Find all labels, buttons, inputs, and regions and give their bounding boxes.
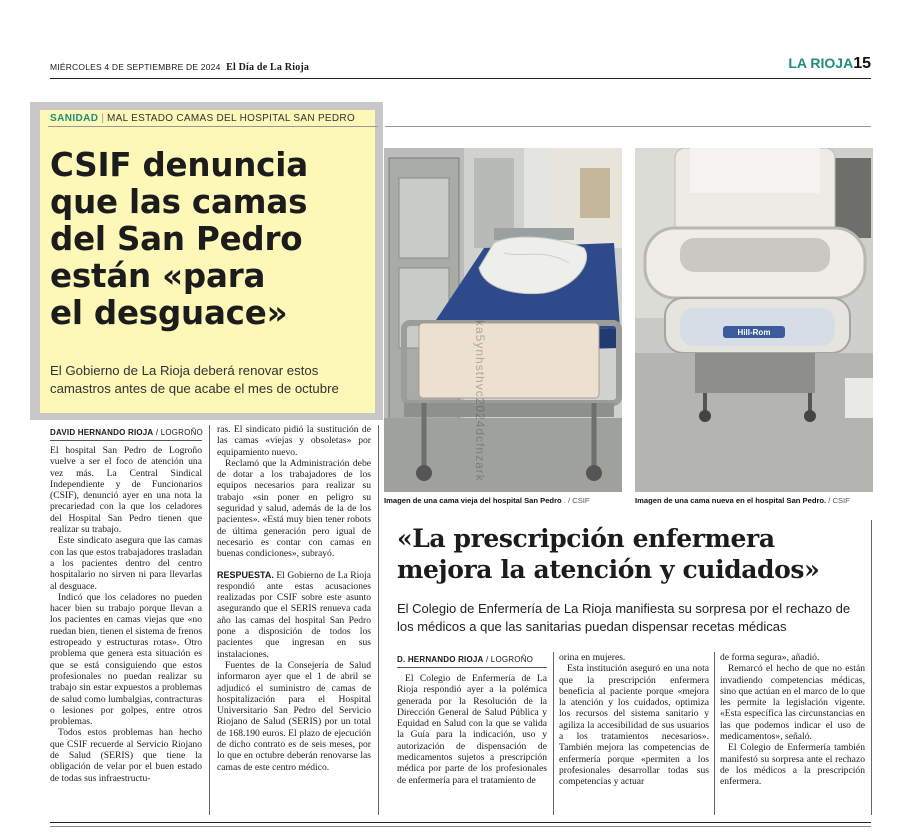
byline-rule [50, 440, 202, 441]
kicker-rule [385, 126, 871, 127]
paragraph: ras. El sindicato pidió la sustitución de las camas «viejas y obsoletas» por equipamiento nuevo. [217, 424, 371, 458]
kicker [50, 113, 355, 124]
paragraph: El hospital San Pedro de Logroño vuelve a ser el foco de atención una vez más. La Central Sindical Independiente y de Funcionarios (CSIF), denunció ayer en una nota la precariedad con la que los celadores del Hospital San Pedro tienen que realizar su trabajo. [50, 445, 202, 536]
byline-author: DAVID HERNANDO RIOJA [50, 428, 154, 437]
kicker-topic: MAL ESTADO CAMAS DEL HOSPITAL SAN PEDRO [106, 113, 356, 124]
second-deck: El Colegio de Enfermería de La Rioja manifiesta su sorpresa por el rechazo de los médicos a que las sanitarias puedan dispensar recetas médicas [397, 601, 851, 634]
headline-line: el desguace» [50, 294, 288, 332]
paragraph: orina en mujeres. [559, 652, 626, 663]
paragraph: Fuentes de la Consejería de Salud informaron ayer que el 1 de abril se adjudicó el suministro de camas de hospitalización para el Hospital Universitario San Pedro del Servicio Riojano de Salud (SERIS) por un total de 168.190 euros. El plazo de ejecución de dicho contrato es de seis meses, por lo que en octubre deberán renovarse las camas de este centro médico. [217, 659, 371, 773]
second-headline: «La prescripción enfermera mejora la atención y cuidados» [397, 524, 820, 584]
date-text: MIÉRCOLES 4 DE SEPTIEMBRE DE 2024 [50, 62, 221, 72]
byline-place: / LOGROÑO [153, 428, 203, 437]
column-rule [553, 652, 554, 815]
main-col-1 [50, 445, 202, 784]
second-col-3 [720, 652, 865, 788]
paragraph: Remarcó el hecho de que no están invadiendo competencias médicas, sino que actúan en el marco de lo que les permite la legislación vigente. «Esta específica las circunstancias en las que podemos indicar el uso de medicamentos», señaló. [720, 663, 865, 743]
page-number: 15 [853, 55, 871, 72]
main-byline [50, 428, 203, 437]
caption-credit: / CSIF [826, 496, 850, 505]
headline-line: CSIF denuncia [50, 146, 308, 184]
paragraph: El Colegio de Enfermería de La Rioja respondió ayer a la polémica generada por la Resolución de la Dirección General de Salud Pública y Equidad en Salud con la que se valida la Guía para la indicación, uso y autorización de dispensación de medicamentos sujetos a prescripción médica por parte de los profesionales de enfermería para el tratamiento de [397, 673, 547, 786]
second-col-1 [397, 673, 547, 786]
byline-author: D. HERNANDO RIOJA [397, 655, 484, 664]
paragraph: Indicó que los celadores no pueden hacer bien su trabajo porque llevan a los pacientes en camas viejas que «no ruedan bien, tienen el sistema de frenos estropeado y estructuras rotas». Otro problema que genera esta situación es que se está consiguiendo que estos profesionales no puedan realizar su trabajo sin estar expuestos a problemas de salud como lumbalgias, contracturas o lesiones por golpes, entre otros problemas. [50, 591, 202, 728]
kicker-underline [48, 126, 378, 127]
photo-old-bed [384, 148, 622, 492]
new-bed-illustration [635, 148, 873, 492]
headline-line: del San Pedro [50, 220, 303, 258]
paragraph: Esta institución aseguró en una nota que la prescripción enfermera beneficia al paciente porque «mejora la atención y los cuidados, optimiza los recursos del sistema sanitario y agiliza la accesibilidad de sus usuarios a los tratamientos necesarios». También mejora las competencias de enfermería porque «permiten a los profesionales desarrollar todas sus competencias y actuar [559, 663, 709, 788]
paper-name: El Día de La Rioja [226, 62, 310, 73]
kicker-section: SANIDAD [50, 113, 99, 124]
caption-old-bed [384, 496, 590, 505]
paragraph: Reclamó que la Administración debe de dotar a los trabajadores de los equipos necesarios para realizar su trabajo «sin poner en peligro su seguridad y salud, además de la de los pacientes». «Está muy bien tener robots de última generación pero igual de necesario es contar con camas en buenas condiciones», subrayó. [217, 457, 371, 560]
caption-credit: . / CSIF [561, 496, 590, 505]
paragraph: El Colegio de Enfermería también manifestó su sorpresa ante el rechazo de los médicos a la prescripción enfermera. [720, 742, 865, 788]
caption-new-bed [635, 496, 850, 505]
kicker-separator: | [101, 113, 104, 124]
paragraph-text: El Gobierno de La Rioja respondió ante estas acusaciones realizadas por CSIF sobre este asunto asegurando que el SERIS renueva cada año las camas del hospital San Pedro pone a disposición de todos los pacientes que ingresan en sus instalaciones. [217, 569, 371, 660]
main-deck: El Gobierno de La Rioja deberá renovar estos camastros antes de que acabe el mes de octubre [50, 363, 339, 396]
second-byline [397, 655, 533, 664]
second-col-2 [559, 652, 709, 788]
main-col-2 [217, 424, 371, 773]
caption-text: Imagen de una cama vieja del hospital San Pedro [384, 496, 562, 505]
paragraph: Todos estos problemas han hecho que CSIF recuerde al Servicio Riojano de Salud (SERIS) que tiene la obligación de velar por el buen estado de todas sus infraestructu- [50, 727, 202, 784]
footer-rule-thin [50, 826, 871, 827]
footer-rule [50, 822, 871, 823]
bed-brand-label: Hill-Rom [737, 328, 771, 337]
headline-line: que las camas [50, 183, 308, 221]
paragraph: Este sindicato asegura que las camas con las que estos trabajadores trasladan a los pacientes dentro del centro hospitalario no sirven ni para llevarlas al desguace. [50, 535, 202, 592]
page-date [50, 62, 309, 73]
photo-new-bed [635, 148, 873, 492]
byline-place: / LOGROÑO [483, 655, 534, 664]
old-bed-illustration [384, 148, 622, 492]
column-rule [714, 652, 715, 815]
watermark: ka5ynhsthvc2024dcfnzark [473, 320, 487, 482]
section-name: LA RIOJA [788, 55, 854, 71]
paragraph [217, 570, 371, 660]
section-header [788, 55, 871, 73]
column-rule [378, 425, 379, 815]
byline-rule [397, 667, 547, 668]
main-headline [50, 147, 370, 332]
column-rule [209, 425, 210, 815]
subhead: RESPUESTA. [217, 569, 274, 580]
paragraph: de forma segura», añadió. [720, 652, 820, 663]
header-rule [50, 78, 871, 79]
caption-text: Imagen de una cama nueva en el hospital San Pedro. [635, 496, 827, 505]
story-rule [871, 520, 872, 815]
headline-line: están «para [50, 257, 266, 295]
